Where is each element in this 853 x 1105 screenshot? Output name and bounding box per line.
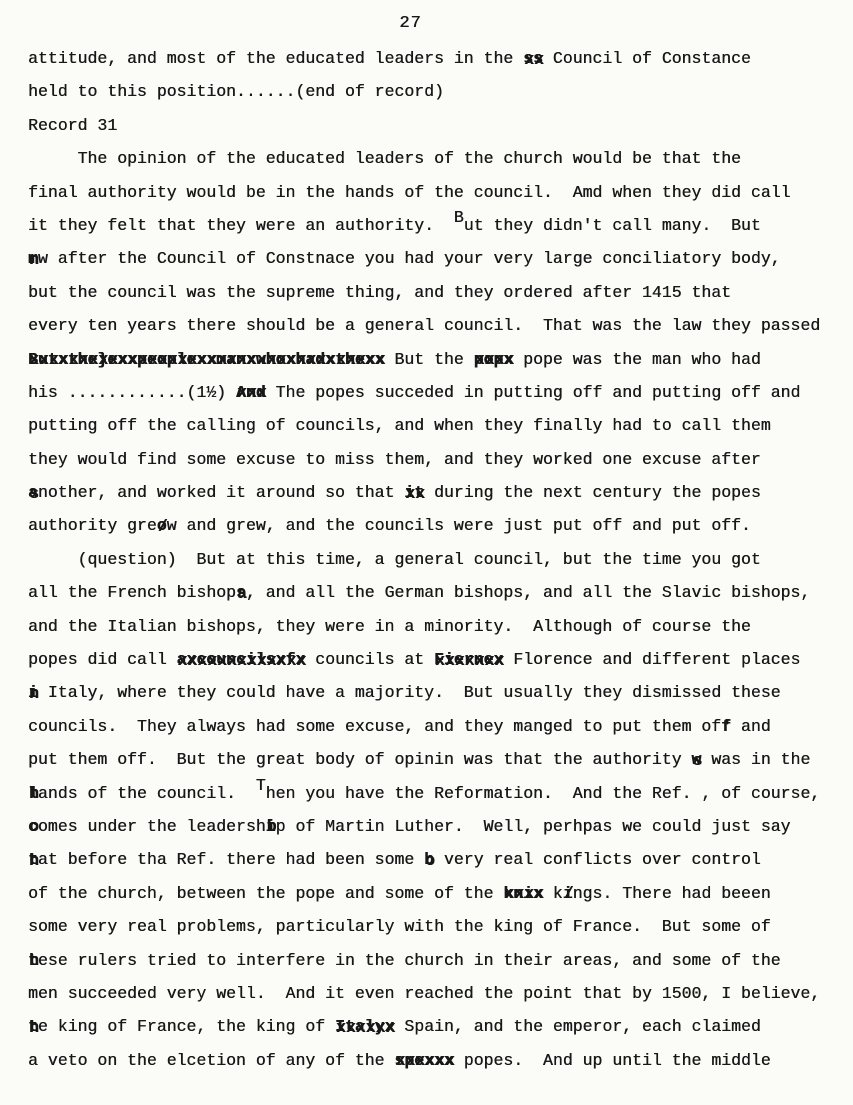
overtyped-text: w s bbox=[691, 743, 701, 776]
text-run: during the next century the popes bbox=[424, 483, 761, 503]
text-run: p of Martin Luther. Well, perhpas we could just say bbox=[275, 816, 791, 836]
typewritten-line bbox=[28, 409, 833, 442]
typewritten-line bbox=[28, 643, 833, 676]
typewritten-line bbox=[28, 877, 833, 910]
text-run: men succeeded very well. And it even reached the point that by 1500, I believe, bbox=[28, 983, 821, 1003]
typewritten-line bbox=[28, 509, 833, 542]
text-run: put them off. But the great body of opinin was that the authority bbox=[28, 750, 692, 770]
overtyped-text: spexxx xxxxxx bbox=[394, 1044, 453, 1077]
text-run: popes did call bbox=[28, 650, 177, 670]
overtyped-text: Italyx xxxxxx bbox=[335, 1010, 394, 1043]
overtyped-text: i b bbox=[266, 810, 276, 843]
text-run: The popes succeded in putting off and putting off and bbox=[265, 382, 801, 402]
text-run: k bbox=[542, 883, 563, 903]
overtyped-text: l h bbox=[28, 777, 38, 810]
overtyped-text: c o bbox=[28, 810, 38, 843]
text-run: Italy, where they could have a majority. But usually they dismissed these bbox=[37, 683, 781, 703]
overtyped-text: m n bbox=[28, 242, 38, 275]
text-run: but the council was the supreme thing, and they ordered after 1415 that bbox=[28, 282, 732, 302]
overtyped-text: b o bbox=[424, 843, 434, 876]
typewritten-line bbox=[28, 810, 833, 843]
overtyped-text: i / bbox=[563, 877, 573, 910]
text-run: they would find some excuse to miss them, and they worked one excuse after bbox=[28, 449, 761, 469]
text-run: at before tha Ref. there had been some bbox=[37, 850, 425, 870]
typewritten-line bbox=[28, 710, 833, 743]
typewritten-line bbox=[28, 543, 833, 576]
typewritten-line bbox=[28, 576, 833, 609]
typewritten-line bbox=[28, 176, 833, 209]
typewritten-line bbox=[28, 309, 833, 342]
typewritten-line bbox=[28, 209, 833, 242]
typewritten-line bbox=[28, 743, 833, 776]
typewritten-line bbox=[28, 843, 833, 876]
text-run: omes under the leadersh bbox=[37, 816, 266, 836]
text-run: was in the bbox=[701, 750, 811, 770]
text-run: ut they didn't call many. But bbox=[463, 215, 761, 235]
text-run: every ten years there should be a general council. That was the law they passed bbox=[28, 316, 821, 336]
overtyped-text: f ' bbox=[721, 710, 731, 743]
overtyped-text: ss xx bbox=[523, 42, 543, 75]
typewritten-line bbox=[28, 977, 833, 1010]
text-run: putting off the calling of councils, and when they finally had to call them bbox=[28, 416, 771, 436]
typewritten-line bbox=[28, 376, 833, 409]
text-run: and bbox=[731, 716, 771, 736]
typewritten-line bbox=[28, 944, 833, 977]
typewritten-line bbox=[28, 1044, 833, 1077]
text-run: nother, and worked it around so that bbox=[37, 483, 405, 503]
typewritten-line bbox=[28, 75, 833, 108]
typewritten-line bbox=[28, 343, 833, 376]
typewritten-line bbox=[28, 109, 833, 142]
text-run: held to this position......(end of record) bbox=[28, 82, 444, 102]
text-run: The opinion of the educated leaders of the church would be that the bbox=[28, 149, 741, 169]
text-run: ese rulers tried to interfere in the church in their areas, and some of the bbox=[37, 950, 781, 970]
text-run: it they felt that they were an authority. bbox=[28, 215, 454, 235]
typewritten-line bbox=[28, 443, 833, 476]
text-run: Florence and different places bbox=[503, 650, 801, 670]
overtyped-text: it xx bbox=[404, 476, 424, 509]
text-run: and the Italian bishops, they were in a minority. Although of course the bbox=[28, 616, 751, 636]
overtyped-text: t h bbox=[28, 1010, 38, 1043]
typewritten-line bbox=[28, 42, 833, 75]
overtyped-text: i n bbox=[28, 676, 38, 709]
overtyped-text: t h bbox=[28, 843, 38, 876]
raised-char: T bbox=[255, 775, 266, 795]
overtyped-text: t h bbox=[28, 944, 38, 977]
text-run: all the French bishop bbox=[28, 583, 236, 603]
text-run: But the bbox=[384, 349, 474, 369]
text-run: a veto on the elcetion of any of the bbox=[28, 1050, 395, 1070]
overtyped-text: Fiernex xxxxxxx bbox=[434, 643, 503, 676]
overtyped-text: knix xxxx bbox=[503, 877, 543, 910]
text-run: popes. And up until the middle bbox=[453, 1050, 771, 1070]
text-run: attitude, and most of the educated leaders in the bbox=[28, 49, 524, 68]
overtyped-text: popx xxxx bbox=[474, 343, 514, 376]
text-run: Record 31 bbox=[28, 115, 118, 135]
text-run: of the church, between the pope and some of the bbox=[28, 883, 504, 903]
typewritten-line bbox=[28, 610, 833, 643]
typewritten-line bbox=[28, 142, 833, 175]
text-run: w after the Council of Constnace you had your very large conciliatory body, bbox=[37, 249, 781, 269]
typewritten-line bbox=[28, 276, 833, 309]
text-run: very real conflicts over control bbox=[433, 850, 761, 870]
typewritten-line bbox=[28, 242, 833, 275]
raised-char: B bbox=[453, 207, 464, 227]
typewritten-line bbox=[28, 676, 833, 709]
text-run: e king of France, the king of bbox=[37, 1017, 335, 1037]
page-number: 27 bbox=[399, 14, 422, 33]
text-run: Spain, and the emperor, each claimed bbox=[394, 1017, 761, 1037]
overtyped-text: s a bbox=[236, 576, 246, 609]
overtyped-text: axcouncilsxfx xxxxxxxxxxxxx bbox=[177, 643, 306, 676]
text-run: Council of Constance bbox=[542, 49, 751, 68]
text-run: councils at bbox=[305, 650, 434, 670]
overtyped-text: And xxx bbox=[236, 376, 266, 409]
overtyped-text: o / bbox=[157, 509, 167, 542]
text-run: authority gre bbox=[28, 516, 157, 536]
typewritten-line bbox=[28, 476, 833, 509]
typed-text-block bbox=[28, 42, 833, 1077]
typewritten-line bbox=[28, 1010, 833, 1043]
overtyped-text: Butxthe}exxpeoplexxmanxwhoxhadxthexx xxxxxxxxxxxxxxxxxxxxxxxxxxxxxxxxxxxx bbox=[28, 343, 384, 376]
text-run: w and grew, and the councils were just put off and put off. bbox=[166, 516, 751, 536]
typewritten-line bbox=[28, 777, 833, 810]
text-run: hen you have the Reformation. And the Ref. , of course, bbox=[265, 783, 821, 803]
text-run: his ............(1½) bbox=[28, 382, 236, 402]
text-run: ngs. There had beeen bbox=[572, 883, 771, 903]
text-run: final authority would be in the hands of the council. Amd when they did call bbox=[28, 182, 791, 202]
text-run: pope was the man who had bbox=[513, 349, 761, 369]
text-run: (question) But at this time, a general council, but the time you got bbox=[28, 549, 761, 569]
text-run: some very real problems, particularly with the king of France. But some of bbox=[28, 917, 771, 937]
typewritten-line bbox=[28, 910, 833, 943]
text-run: ands of the council. bbox=[37, 783, 256, 803]
text-run: councils. They always had some excuse, and they manged to put them of bbox=[28, 716, 722, 736]
overtyped-text: a s bbox=[28, 476, 38, 509]
text-run: , and all the German bishops, and all the Slavic bishops, bbox=[245, 583, 811, 603]
